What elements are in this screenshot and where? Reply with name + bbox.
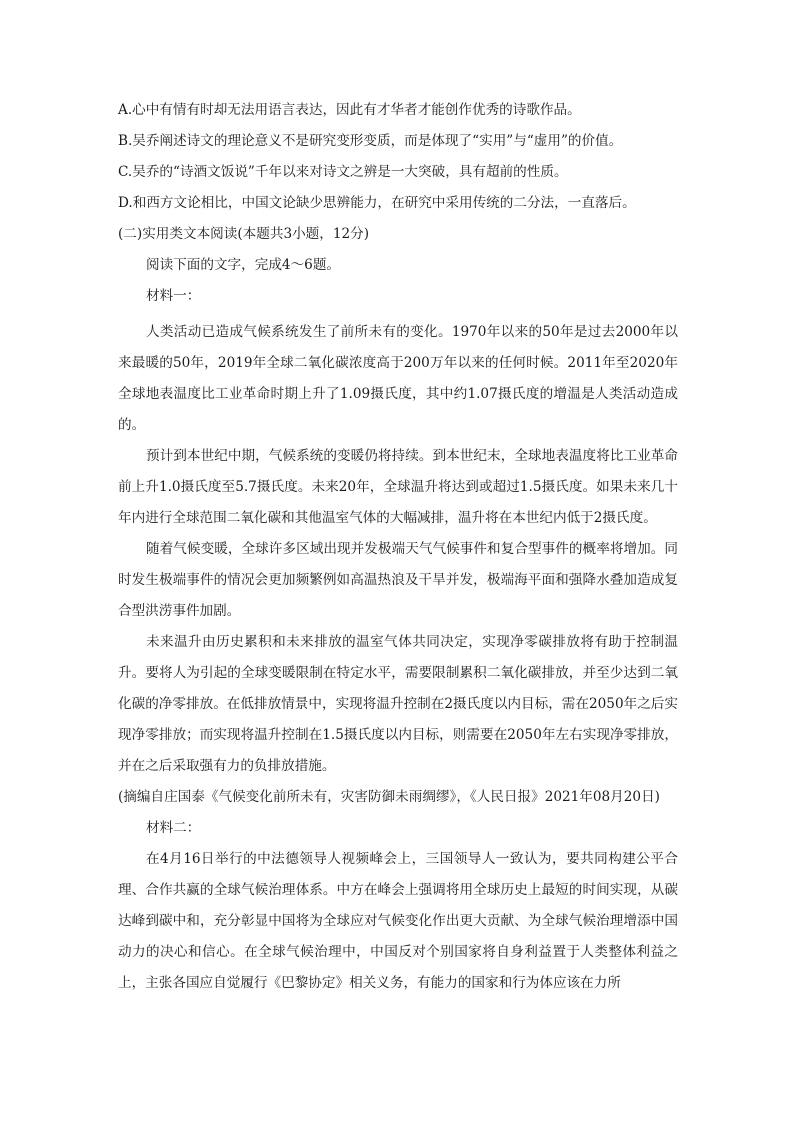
- material1-paragraph-3: 随着气候变暖，全球许多区域出现并发极端天气气候事件和复合型事件的概率将增加。同时发生极端事件的情况会更加频繁例如高温热浪及干旱并发，极端海平面和强降水叠加造成复合型洪涝事件加剧。: [118, 541, 678, 619]
- material1-paragraph-2: 预计到本世纪中期，气候系统的变暖仍将持续。到本世纪末，全球地表温度将比工业革命前上升1.0摄氏度至5.7摄氏度。未来20年，全球温升将达到或超过1.5摄氏度。如果未来几十年内进行全球范围二氧化碳和其他温室气体的大幅减排，温升将在本世纪内低于2摄氏度。: [118, 448, 678, 526]
- material2-paragraph-1: 在4月16日举行的中法德领导人视频峰会上，三国领导人一致认为，要共同构建公平合理、合作共赢的全球气候治理体系。中方在峰会上强调将用全球历史上最短的时间实现，从碳达峰到碳中和，充分彰显中国将为全球应对气候变化作出更大贡献、为全球气候治理增添中国动力的决心和信心。在全球气候治理中，中国反对个别国家将自身利益置于人类整体利益之上，主张各国应自觉履行《巴黎协定》相关义务，有能力的国家和行为体应该在力所: [118, 851, 678, 991]
- material1-source: (摘编自庄国泰《气候变化前所未有，灾害防御未雨绸缪》，《人民日报》2021年08月20日): [118, 789, 660, 805]
- option-a[interactable]: A.心中有情有时却无法用语言表达，因此有才华者才能创作优秀的诗歌作品。: [118, 102, 581, 118]
- material1-label: 材料一：: [146, 288, 201, 304]
- option-b[interactable]: B.吴乔阐述诗文的理论意义不是研究变形变质，而是体现了“实用”与“虚用”的价值。: [118, 133, 623, 149]
- option-d[interactable]: D.和西方文论相比，中国文论缺少思辨能力，在研究中采用传统的二分法，一直落后。: [118, 195, 636, 211]
- material1-paragraph-1: 人类活动已造成气候系统发生了前所未有的变化。1970年以来的50年是过去2000年以来最暖的50年，2019年全球二氧化碳浓度高于200万年以来的任何时候。2011年至2020年全球地表温度比工业革命时期上升了1.09摄氏度，其中约1.07摄氏度的增温是人类活动造成的。: [118, 324, 678, 433]
- material2-label: 材料二：: [146, 820, 201, 836]
- instruction: 阅读下面的文字，完成4～6题。: [146, 257, 341, 273]
- section-title: (二)实用类文本阅读(本题共3小题，12分): [118, 226, 370, 242]
- document-page: [118, 100, 678, 999]
- material1-paragraph-4: 未来温升由历史累积和未来排放的温室气体共同决定，实现净零碳排放将有助于控制温升。要将人为引起的全球变暖限制在特定水平，需要限制累积二氧化碳排放，并至少达到二氧化碳的净零排放。在低排放情景中，实现将温升控制在2摄氏度以内目标，需在2050年之后实现净零排放；而实现将温升控制在1.5摄氏度以内目标，则需要在2050年左右实现净零排放，并在之后采取强有力的负排放措施。: [118, 634, 678, 774]
- option-c[interactable]: C.吴乔的“诗酒文饭说”千年以来对诗文之辨是一大突破，具有超前的性质。: [118, 164, 568, 180]
